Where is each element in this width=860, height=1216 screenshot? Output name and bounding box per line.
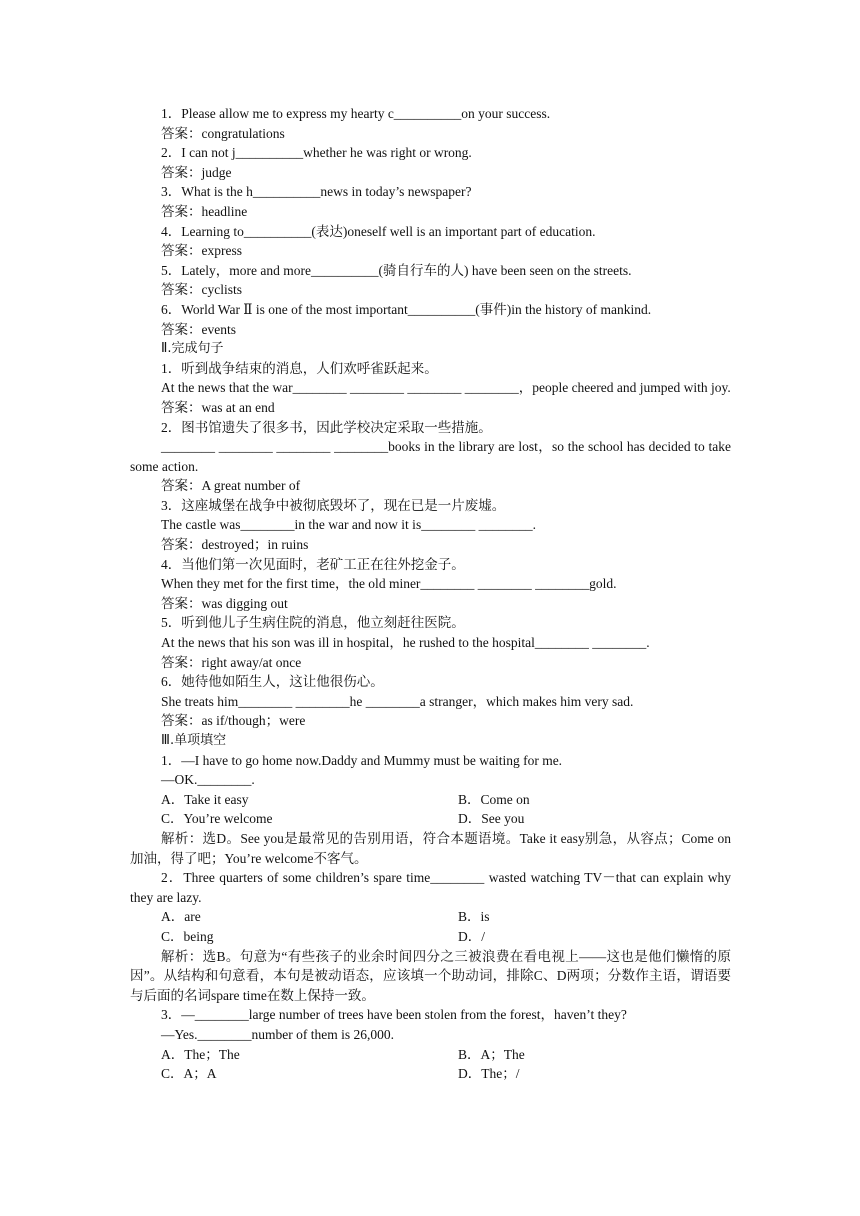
analysis: 解析：选D。See you是最常见的告别用语，符合本题语境。Take it easy别急，从容点；Come on加油，得了吧；You’re welcome不客气。 <box>130 830 731 866</box>
section-heading: Ⅲ.单项填空 <box>161 733 227 748</box>
option-row <box>130 907 731 927</box>
document-body <box>130 104 735 1084</box>
option-row <box>130 809 731 829</box>
option: C．A；A <box>161 1066 217 1082</box>
answer-line: 答案：as if/though；were <box>161 713 306 729</box>
line: At the news that the war________ ________ ________ ________，people cheered and jumped with joy. <box>161 380 731 396</box>
answer-line: 答案：cyclists <box>161 282 242 298</box>
line: 5．听到他儿子生病住院的消息，他立刻赶往医院。 <box>161 615 465 631</box>
line: At the news that his son was ill in hospital，he rushed to the hospital________ ________. <box>161 635 650 651</box>
line: 4．Learning to__________(表达)oneself well is an important part of education. <box>161 223 596 239</box>
line: 2．图书馆遗失了很多书，因此学校决定采取一些措施。 <box>161 419 492 435</box>
option: B．A；The <box>458 1046 525 1062</box>
answer-line: 答案：was digging out <box>161 595 288 611</box>
option: B．Come on <box>458 791 530 807</box>
line: She treats him________ ________he ________a stranger，which makes him very sad. <box>161 693 634 709</box>
section-heading: Ⅱ.完成句子 <box>161 341 224 357</box>
question-stem: 1．—I have to go home now.Daddy and Mummy must be waiting for me. <box>161 752 563 768</box>
option: C．You’re welcome <box>161 811 273 827</box>
option: D．The；/ <box>458 1066 520 1082</box>
answer-line: 答案：express <box>161 243 242 259</box>
analysis: 解析：选B。句意为“有些孩子的业余时间四分之三被浪费在看电视上——这也是他们懒惰的原因”。从结构和句意看，本句是被动语态，应该填一个助动词，排除C、D两项；分数作主语，谓语要与后面的名词spare time在数上保持一致。 <box>130 948 731 1003</box>
question-stem: 2．Three quarters of some children’s spare time________ wasted watching TV－that can explain why they are lazy. <box>130 870 735 905</box>
answer-line: 答案：was at an end <box>161 399 275 415</box>
answer-line: 答案：headline <box>161 203 248 219</box>
line: When they met for the first time，the old miner________ ________ ________gold. <box>161 576 617 592</box>
question-stem: 3．—________large number of trees have been stolen from the forest，haven’t they? <box>161 1007 627 1023</box>
answer-line: 答案：destroyed；in ruins <box>161 537 309 553</box>
line: 3．这座城堡在战争中被彻底毁坏了，现在已是一片废墟。 <box>161 497 506 513</box>
option: A．Take it easy <box>161 791 249 807</box>
line: 4．当他们第一次见面时，老矿工正在往外挖金子。 <box>161 556 465 572</box>
line: ________ ________ ________ ________books in the library are lost，so the school has decided to take some action. <box>130 439 735 474</box>
question-reply: —Yes.________number of them is 26,000. <box>161 1026 395 1042</box>
answer-line: 答案：right away/at once <box>161 654 302 670</box>
line: 2．I can not j__________whether he was right or wrong. <box>161 145 472 161</box>
option: C．being <box>161 928 214 944</box>
option: A．The；The <box>161 1046 240 1062</box>
answer-line: 答案：congratulations <box>161 125 285 141</box>
line: 1．Please allow me to express my hearty c__________on your success. <box>161 106 551 121</box>
line: 5．Lately，more and more__________(骑自行车的人) have been seen on the streets. <box>161 262 632 278</box>
option: B．is <box>458 909 490 925</box>
line: 1．听到战争结束的消息，人们欢呼雀跃起来。 <box>161 360 438 376</box>
line: 6．她待他如陌生人，这让他很伤心。 <box>161 674 384 690</box>
option-row <box>130 1064 731 1084</box>
line: The castle was________in the war and now it is________ ________. <box>161 517 536 533</box>
option: D．/ <box>458 928 485 944</box>
option-row <box>130 927 731 947</box>
answer-line: 答案：A great number of <box>161 478 301 494</box>
answer-line: 答案：judge <box>161 164 232 180</box>
option-row <box>130 790 731 810</box>
answer-line: 答案：events <box>161 321 236 337</box>
option: D．See you <box>458 811 525 827</box>
option: A．are <box>161 909 201 925</box>
question-reply: —OK.________. <box>161 772 255 788</box>
line: 3．What is the h__________news in today’s newspaper? <box>161 184 472 200</box>
line: 6．World War Ⅱ is one of the most important__________(事件)in the history of mankind. <box>161 301 652 317</box>
option-row <box>130 1045 731 1065</box>
